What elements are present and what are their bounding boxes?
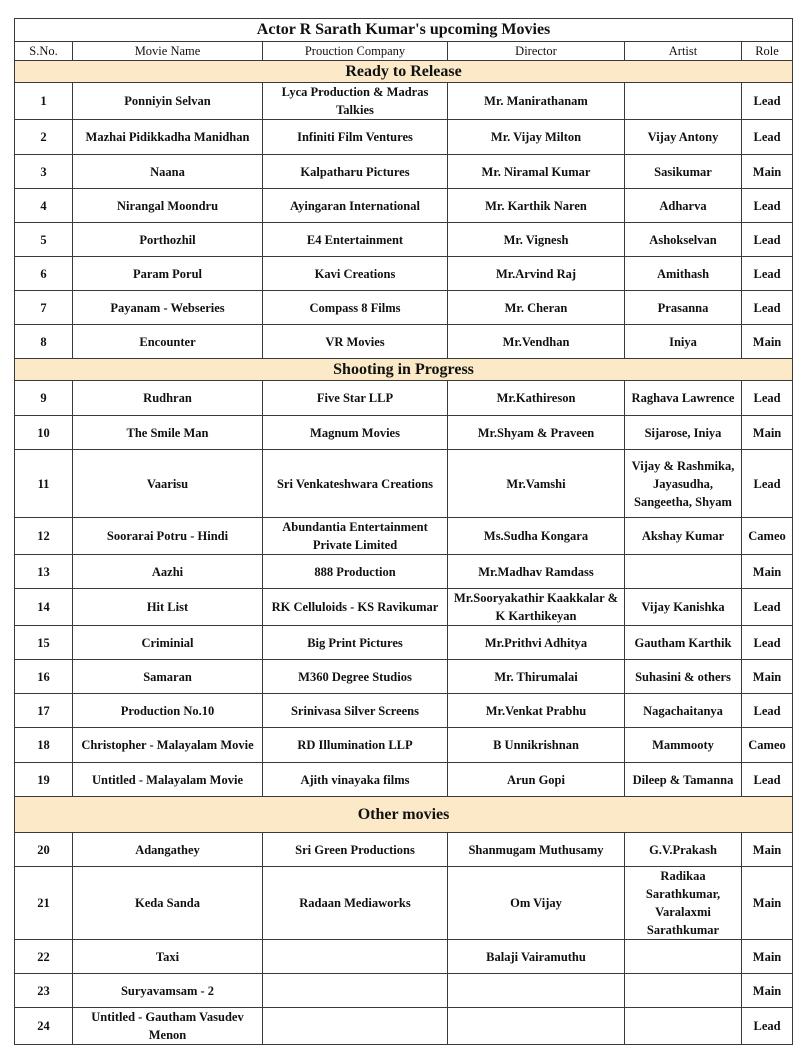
table-row — [15, 694, 793, 728]
cell-artist: Vijay Antony — [625, 120, 742, 155]
section-heading: Ready to Release — [15, 61, 793, 83]
section-row — [15, 797, 793, 833]
section-heading: Other movies — [15, 797, 793, 833]
header-artist: Artist — [625, 42, 742, 61]
cell-movie-name: Encounter — [73, 325, 263, 359]
cell-production-company: Kalpatharu Pictures — [263, 155, 448, 189]
table-row — [15, 257, 793, 291]
cell-role: Lead — [742, 291, 793, 325]
section-row — [15, 359, 793, 381]
section-heading: Shooting in Progress — [15, 359, 793, 381]
cell-production-company: Sri Green Productions — [263, 833, 448, 867]
cell-role: Lead — [742, 1008, 793, 1045]
cell-director — [448, 1008, 625, 1045]
cell-artist — [625, 974, 742, 1008]
table-row — [15, 660, 793, 694]
cell-artist: Akshay Kumar — [625, 518, 742, 555]
cell-sno: 19 — [15, 763, 73, 797]
cell-movie-name: Nirangal Moondru — [73, 189, 263, 223]
cell-director: Mr.Sooryakathir Kaakkalar & K Karthikeyan — [448, 589, 625, 626]
cell-role: Main — [742, 416, 793, 450]
table-row — [15, 155, 793, 189]
cell-production-company: Magnum Movies — [263, 416, 448, 450]
cell-artist — [625, 1008, 742, 1045]
cell-sno: 21 — [15, 867, 73, 940]
cell-director: Mr.Arvind Raj — [448, 257, 625, 291]
cell-production-company: Lyca Production & Madras Talkies — [263, 83, 448, 120]
cell-director: Mr. Vijay Milton — [448, 120, 625, 155]
header-role: Role — [742, 42, 793, 61]
cell-movie-name: Rudhran — [73, 381, 263, 416]
cell-sno: 5 — [15, 223, 73, 257]
table-row — [15, 974, 793, 1008]
cell-sno: 1 — [15, 83, 73, 120]
cell-director: Mr.Venkat Prabhu — [448, 694, 625, 728]
cell-role: Lead — [742, 763, 793, 797]
cell-sno: 13 — [15, 555, 73, 589]
cell-role: Cameo — [742, 728, 793, 763]
cell-artist: Dileep & Tamanna — [625, 763, 742, 797]
cell-sno: 18 — [15, 728, 73, 763]
cell-production-company: Radaan Mediaworks — [263, 867, 448, 940]
cell-movie-name: Param Porul — [73, 257, 263, 291]
cell-director — [448, 974, 625, 1008]
cell-movie-name: The Smile Man — [73, 416, 263, 450]
cell-sno: 15 — [15, 626, 73, 660]
cell-production-company: Sri Venkateshwara Creations — [263, 450, 448, 518]
table-row — [15, 325, 793, 359]
table-row — [15, 833, 793, 867]
cell-artist: Raghava Lawrence — [625, 381, 742, 416]
table-row — [15, 450, 793, 518]
cell-production-company: VR Movies — [263, 325, 448, 359]
cell-movie-name: Aazhi — [73, 555, 263, 589]
cell-production-company: Srinivasa Silver Screens — [263, 694, 448, 728]
table-row — [15, 291, 793, 325]
cell-director: Mr.Madhav Ramdass — [448, 555, 625, 589]
cell-sno: 20 — [15, 833, 73, 867]
section-row — [15, 61, 793, 83]
cell-movie-name: Taxi — [73, 940, 263, 974]
cell-artist — [625, 555, 742, 589]
cell-artist: Ashokselvan — [625, 223, 742, 257]
cell-artist: Gautham Karthik — [625, 626, 742, 660]
cell-movie-name: Ponniyin Selvan — [73, 83, 263, 120]
cell-role: Lead — [742, 120, 793, 155]
cell-role: Lead — [742, 589, 793, 626]
header-row — [15, 42, 793, 61]
title-row — [15, 19, 793, 42]
cell-movie-name: Porthozhil — [73, 223, 263, 257]
cell-movie-name: Christopher - Malayalam Movie — [73, 728, 263, 763]
cell-production-company: Ajith vinayaka films — [263, 763, 448, 797]
cell-director: Mr.Vendhan — [448, 325, 625, 359]
table-row — [15, 518, 793, 555]
cell-director: Mr. Karthik Naren — [448, 189, 625, 223]
cell-artist: Adharva — [625, 189, 742, 223]
cell-role: Main — [742, 660, 793, 694]
cell-artist — [625, 83, 742, 120]
cell-artist: Mammooty — [625, 728, 742, 763]
cell-director: Mr. Thirumalai — [448, 660, 625, 694]
cell-movie-name: Suryavamsam - 2 — [73, 974, 263, 1008]
cell-movie-name: Hit List — [73, 589, 263, 626]
cell-director: Mr.Kathireson — [448, 381, 625, 416]
table-row — [15, 1008, 793, 1045]
table-row — [15, 867, 793, 940]
cell-role: Main — [742, 833, 793, 867]
table-row — [15, 589, 793, 626]
cell-artist: Suhasini & others — [625, 660, 742, 694]
cell-sno: 6 — [15, 257, 73, 291]
cell-artist: G.V.Prakash — [625, 833, 742, 867]
cell-sno: 12 — [15, 518, 73, 555]
cell-director: Mr.Vamshi — [448, 450, 625, 518]
table-row — [15, 381, 793, 416]
cell-artist: Vijay Kanishka — [625, 589, 742, 626]
table-row — [15, 189, 793, 223]
cell-sno: 17 — [15, 694, 73, 728]
cell-sno: 14 — [15, 589, 73, 626]
cell-artist: Vijay & Rashmika, Jayasudha, Sangeetha, Shyam — [625, 450, 742, 518]
cell-production-company: M360 Degree Studios — [263, 660, 448, 694]
cell-role: Main — [742, 555, 793, 589]
cell-production-company: RD Illumination LLP — [263, 728, 448, 763]
header-director: Director — [448, 42, 625, 61]
cell-role: Main — [742, 155, 793, 189]
cell-sno: 11 — [15, 450, 73, 518]
cell-production-company: Five Star LLP — [263, 381, 448, 416]
cell-production-company: Kavi Creations — [263, 257, 448, 291]
cell-production-company: Big Print Pictures — [263, 626, 448, 660]
cell-production-company — [263, 974, 448, 1008]
cell-movie-name: Mazhai Pidikkadha Manidhan — [73, 120, 263, 155]
cell-role: Cameo — [742, 518, 793, 555]
cell-sno: 2 — [15, 120, 73, 155]
cell-director: Mr. Niramal Kumar — [448, 155, 625, 189]
cell-director: Balaji Vairamuthu — [448, 940, 625, 974]
table-row — [15, 120, 793, 155]
cell-sno: 10 — [15, 416, 73, 450]
cell-director: Ms.Sudha Kongara — [448, 518, 625, 555]
cell-role: Main — [742, 867, 793, 940]
cell-role: Lead — [742, 626, 793, 660]
cell-movie-name: Criminial — [73, 626, 263, 660]
table-title: Actor R Sarath Kumar's upcoming Movies — [15, 19, 793, 42]
cell-role: Lead — [742, 189, 793, 223]
cell-director: Mr.Prithvi Adhitya — [448, 626, 625, 660]
header-movie-name: Movie Name — [73, 42, 263, 61]
cell-artist: Iniya — [625, 325, 742, 359]
cell-role: Lead — [742, 694, 793, 728]
cell-production-company — [263, 940, 448, 974]
movies-table — [14, 18, 793, 1045]
header-production-company: Prouction Company — [263, 42, 448, 61]
cell-artist: Prasanna — [625, 291, 742, 325]
cell-director: Om Vijay — [448, 867, 625, 940]
cell-movie-name: Production No.10 — [73, 694, 263, 728]
table-row — [15, 223, 793, 257]
cell-movie-name: Naana — [73, 155, 263, 189]
cell-director: Shanmugam Muthusamy — [448, 833, 625, 867]
table-row — [15, 416, 793, 450]
cell-role: Lead — [742, 223, 793, 257]
cell-production-company: Abundantia Entertainment Private Limited — [263, 518, 448, 555]
cell-production-company: 888 Production — [263, 555, 448, 589]
cell-sno: 24 — [15, 1008, 73, 1045]
cell-movie-name: Payanam - Webseries — [73, 291, 263, 325]
header-sno: S.No. — [15, 42, 73, 61]
cell-movie-name: Untitled - Gautham Vasudev Menon — [73, 1008, 263, 1045]
cell-movie-name: Adangathey — [73, 833, 263, 867]
cell-production-company: E4 Entertainment — [263, 223, 448, 257]
cell-sno: 22 — [15, 940, 73, 974]
cell-sno: 9 — [15, 381, 73, 416]
table-row — [15, 555, 793, 589]
cell-movie-name: Soorarai Potru - Hindi — [73, 518, 263, 555]
cell-artist: Amithash — [625, 257, 742, 291]
table-row — [15, 83, 793, 120]
cell-director: Mr. Manirathanam — [448, 83, 625, 120]
cell-role: Main — [742, 325, 793, 359]
table-row — [15, 728, 793, 763]
cell-sno: 8 — [15, 325, 73, 359]
cell-sno: 7 — [15, 291, 73, 325]
cell-role: Main — [742, 974, 793, 1008]
cell-production-company: Compass 8 Films — [263, 291, 448, 325]
cell-sno: 4 — [15, 189, 73, 223]
table-row — [15, 763, 793, 797]
cell-artist: Sasikumar — [625, 155, 742, 189]
cell-artist — [625, 940, 742, 974]
cell-role: Lead — [742, 83, 793, 120]
cell-production-company — [263, 1008, 448, 1045]
cell-role: Lead — [742, 450, 793, 518]
cell-production-company: Ayingaran International — [263, 189, 448, 223]
cell-artist: Nagachaitanya — [625, 694, 742, 728]
cell-production-company: Infiniti Film Ventures — [263, 120, 448, 155]
cell-director: Mr. Vignesh — [448, 223, 625, 257]
table-row — [15, 940, 793, 974]
cell-movie-name: Samaran — [73, 660, 263, 694]
cell-role: Lead — [742, 381, 793, 416]
cell-director: Mr.Shyam & Praveen — [448, 416, 625, 450]
cell-sno: 23 — [15, 974, 73, 1008]
cell-director: Mr. Cheran — [448, 291, 625, 325]
cell-director: Arun Gopi — [448, 763, 625, 797]
cell-movie-name: Vaarisu — [73, 450, 263, 518]
cell-role: Main — [742, 940, 793, 974]
cell-movie-name: Keda Sanda — [73, 867, 263, 940]
cell-role: Lead — [742, 257, 793, 291]
cell-director: B Unnikrishnan — [448, 728, 625, 763]
cell-sno: 3 — [15, 155, 73, 189]
cell-sno: 16 — [15, 660, 73, 694]
cell-movie-name: Untitled - Malayalam Movie — [73, 763, 263, 797]
cell-artist: Sijarose, Iniya — [625, 416, 742, 450]
cell-artist: Radikaa Sarathkumar, Varalaxmi Sarathkumar — [625, 867, 742, 940]
cell-production-company: RK Celluloids - KS Ravikumar — [263, 589, 448, 626]
table-row — [15, 626, 793, 660]
movies-sheet — [14, 18, 792, 1045]
